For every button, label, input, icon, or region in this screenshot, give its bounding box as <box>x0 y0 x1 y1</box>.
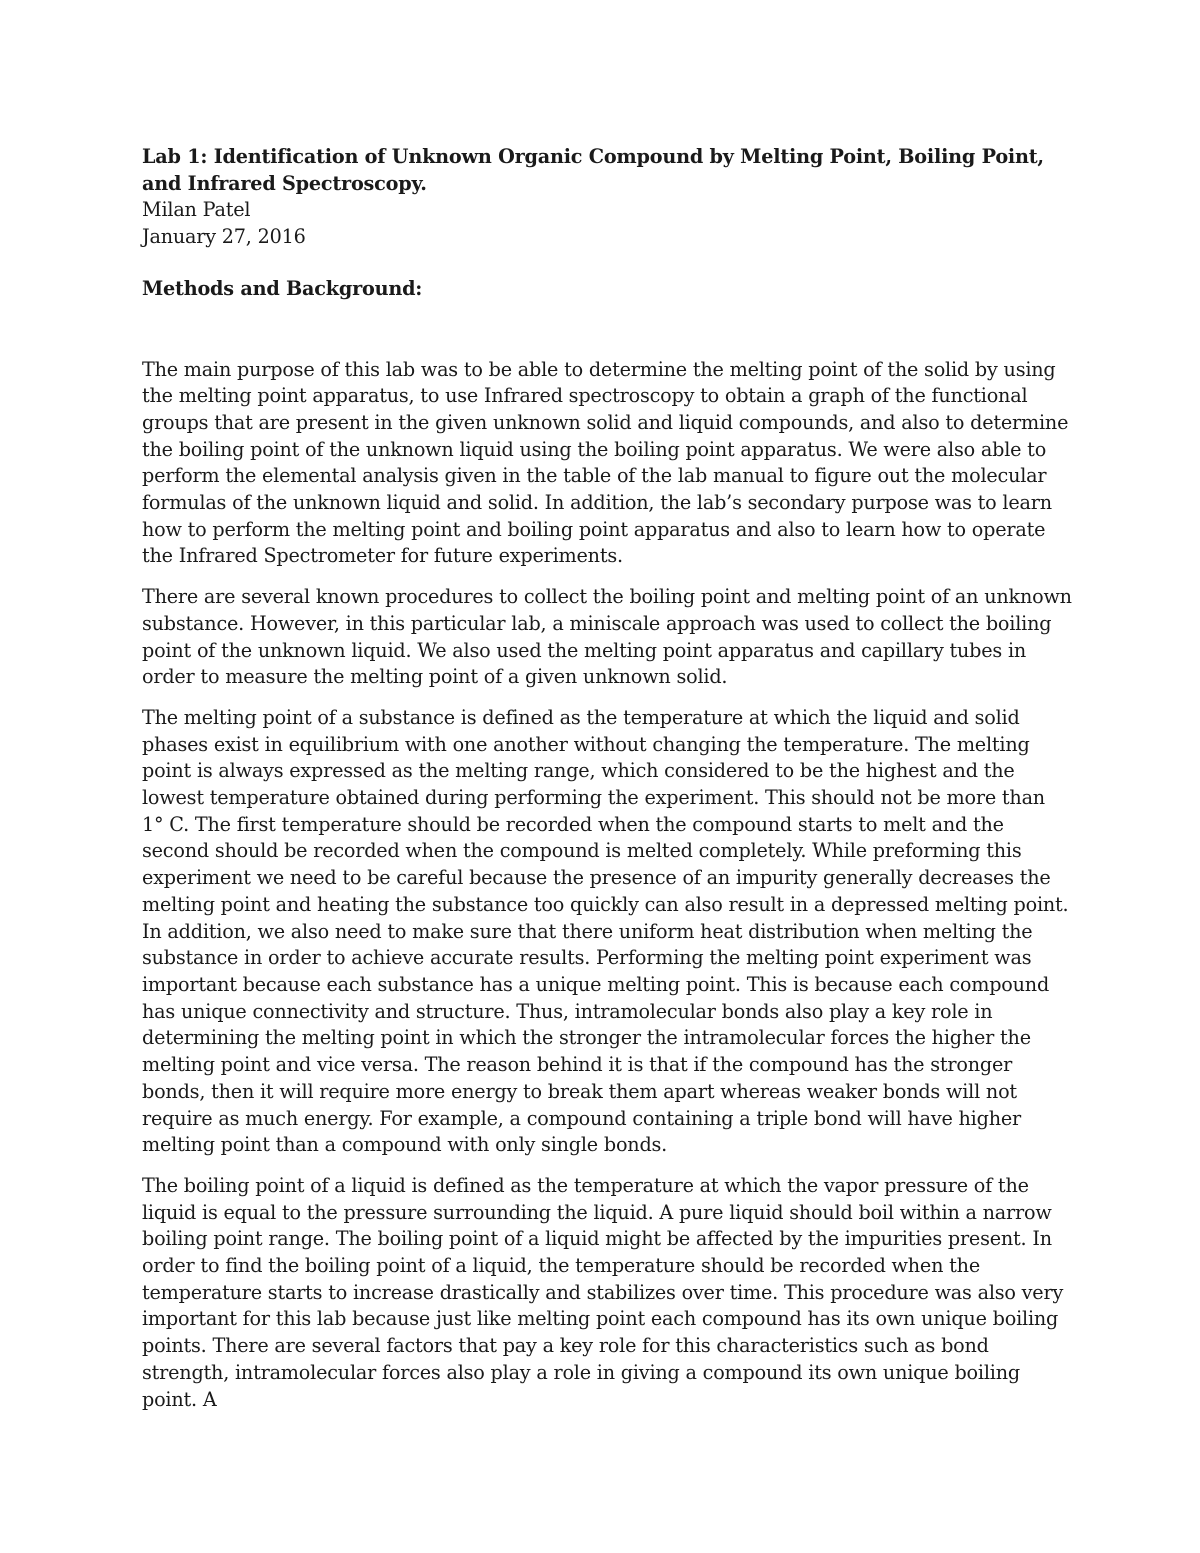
paragraph-boiling-point: The boiling point of a liquid is defined as the temperature at which the vapor pressure of the liquid is equal to the pressure surrounding the liquid. A pure liquid should boil within a narrow boiling point range. The boiling point of a liquid might be affected by the impurities present. In order to find the boiling point of a liquid, the temperature should be recorded when the temperature starts to increase drastically and stabilizes over time. This procedure was also very important for this lab because just like melting point each compound has its own unique boiling points. There are several factors that pay a key role for this characteristics such as bond strength, intramolecular forces also play a role in giving a compound its own unique boiling point. A <box>142 1173 1064 1411</box>
paragraph-procedures: There are several known procedures to collect the boiling point and melting point of an unknown substance. However, in this particular lab, a miniscale approach was used to collect the boiling point of the unknown liquid. We also used the melting point apparatus and capillary tubes in order to measure the melting point of a given unknown solid. <box>142 585 1072 689</box>
document-title: Lab 1: Identification of Unknown Organic Compound by Melting Point, Boiling Point, and Infrared Spectroscopy. <box>142 145 1044 195</box>
document-content <box>142 144 1072 1427</box>
body-text <box>142 357 1072 1414</box>
author-name: Milan Patel <box>142 198 251 222</box>
document-date: January 27, 2016 <box>142 225 306 249</box>
paragraph-melting-point: The melting point of a substance is defined as the temperature at which the liquid and solid phases exist in equilibrium with one another without changing the temperature. The melting point is always expressed as the melting range, which considered to be the highest and the lowest temperature obtained during performing the experiment. This should not be more than 1° C. The first temperature should be recorded when the compound starts to melt and the second should be recorded when the compound is melted completely. While preforming this experiment we need to be careful because the presence of an impurity generally decreases the melting point and heating the substance too quickly can also result in a depressed melting point. In addition, we also need to make sure that there uniform heat distribution when melting the substance in order to achieve accurate results. Performing the melting point experiment was important because each substance has a unique melting point. This is because each compound has unique connectivity and structure. Thus, intramolecular bonds also play a key role in determining the melting point in which the stronger the intramolecular forces the higher the melting point and vice versa. The reason behind it is that if the compound has the stronger bonds, then it will require more energy to break them apart whereas weaker bonds will not require as much energy. For example, a compound containing a triple bond will have higher melting point than a compound with only single bonds. <box>142 705 1069 1157</box>
paragraph-purpose: The main purpose of this lab was to be able to determine the melting point of the solid by using the melting point apparatus, to use Infrared spectroscopy to obtain a graph of the functional groups that are present in the given unknown solid and liquid compounds, and also to determine the boiling point of the unknown liquid using the boiling point apparatus. We were also able to perform the elemental analysis given in the table of the lab manual to figure out the molecular formulas of the unknown liquid and solid. In addition, the lab’s secondary purpose was to learn how to perform the melting point and boiling point apparatus and also to learn how to operate the Infrared Spectrometer for future experiments. <box>142 357 1069 568</box>
section-heading: Methods and Background: <box>142 276 423 300</box>
